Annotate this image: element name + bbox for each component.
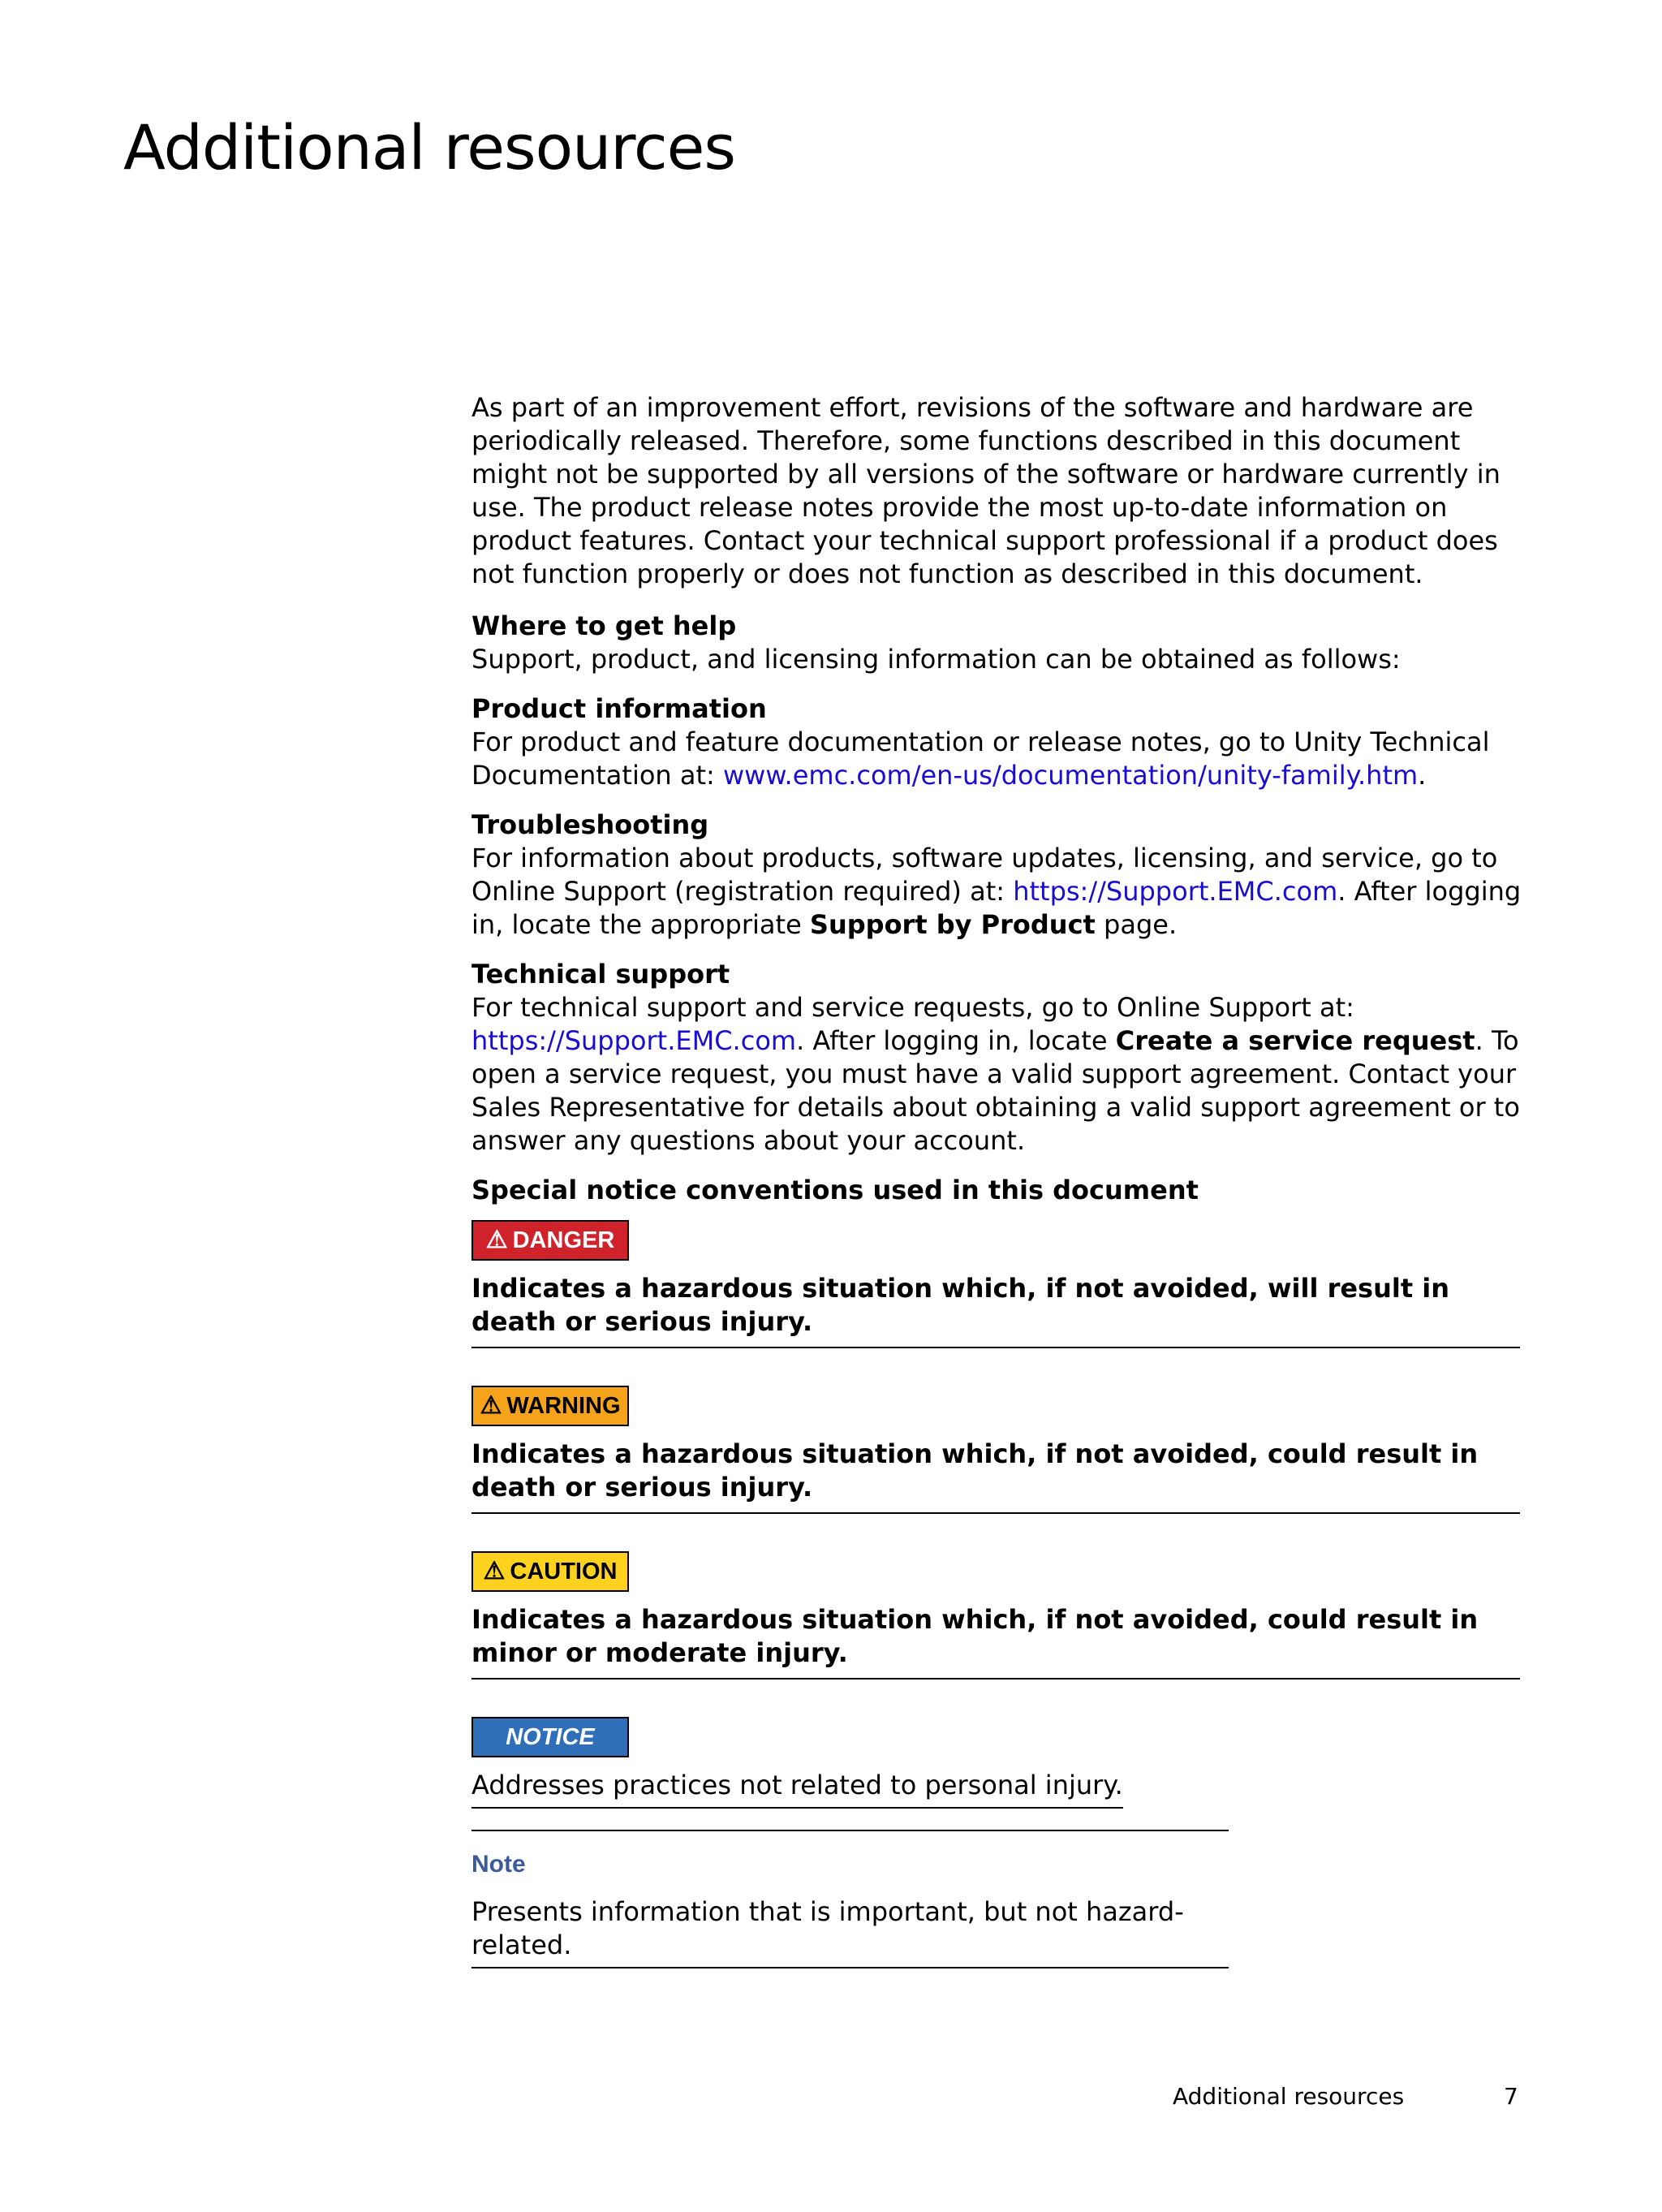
product-information-heading: Product information: [471, 693, 767, 724]
create-service-request-label: Create a service request: [1115, 1025, 1475, 1056]
note-text: Presents information that is important, but not hazard-related.: [471, 1895, 1229, 1968]
danger-text: Indicates a hazardous situation which, if not avoided, will result in death or serious injury.: [471, 1272, 1520, 1348]
troubleshooting-body: For information about products, software updates, licensing, and service, go to Online Support (registration required) at:: [471, 843, 1498, 907]
troubleshooting-text: [471, 842, 1522, 942]
caution-text: Indicates a hazardous situation which, if not avoided, could result in minor or moderate injury.: [471, 1603, 1520, 1679]
where-to-get-help-section: [471, 610, 1522, 676]
danger-label: DANGER: [512, 1227, 615, 1253]
product-information-section: [471, 692, 1522, 792]
page-title: Additional resources: [123, 111, 735, 183]
support-link-technical[interactable]: https://Support.EMC.com: [471, 1025, 797, 1056]
technical-support-mid: . After logging in, locate: [796, 1025, 1116, 1056]
note-label: Note: [471, 1851, 526, 1878]
technical-support-section: [471, 958, 1522, 1158]
caution-badge: [471, 1551, 629, 1592]
danger-badge: [471, 1220, 629, 1261]
product-information-text: [471, 726, 1522, 792]
where-to-get-help-heading: Where to get help: [471, 610, 737, 641]
warning-triangle-icon: ⚠: [485, 1227, 508, 1253]
troubleshooting-mid: . After logging in, locate the appropriate: [471, 876, 1522, 940]
main-content: [471, 391, 1522, 1968]
danger-notice: [471, 1220, 1522, 1348]
warning-label: WARNING: [506, 1392, 621, 1419]
notice-badge: [471, 1717, 629, 1757]
notice-label: NOTICE: [506, 1723, 595, 1750]
troubleshooting-heading: Troubleshooting: [471, 809, 709, 840]
documentation-link[interactable]: www.emc.com/en-us/documentation/unity-family.htm: [722, 760, 1419, 791]
notice-text: Addresses practices not related to personal injury.: [471, 1769, 1123, 1809]
technical-support-heading: Technical support: [471, 959, 730, 990]
product-information-end: .: [1418, 760, 1427, 791]
note-divider: [471, 1830, 1229, 1831]
note-block: [471, 1848, 1522, 1968]
footer-section-label: Additional resources: [1173, 2083, 1405, 2110]
technical-support-text: [471, 991, 1522, 1158]
caution-notice: [471, 1551, 1522, 1679]
warning-text: Indicates a hazardous situation which, if not avoided, could result in death or serious injury.: [471, 1438, 1520, 1514]
technical-support-end: . To open a service request, you must have a valid support agreement. Contact your Sales Representative for details about obtaining a valid support agreement or to answer any questions about your account.: [471, 1025, 1520, 1156]
technical-support-body: For technical support and service requests, go to Online Support at:: [471, 992, 1354, 1023]
warning-triangle-icon: ⚠: [483, 1558, 506, 1585]
intro-paragraph: As part of an improvement effort, revisions of the software and hardware are periodically released. Therefore, some functions described in this document might not be supported by all versions of the software or hardware currently in use. The product release notes provide the most up-to-date information on product features. Contact your technical support professional if a product does not function properly or does not function as described in this document.: [471, 392, 1501, 589]
support-link-troubleshooting[interactable]: https://Support.EMC.com: [1013, 876, 1338, 907]
warning-notice: [471, 1386, 1522, 1514]
troubleshooting-end: page.: [1095, 909, 1178, 940]
notice-notice: [471, 1717, 1522, 1809]
caution-label: CAUTION: [510, 1558, 618, 1585]
where-to-get-help-text: Support, product, and licensing information can be obtained as follows:: [471, 644, 1401, 675]
footer-page-number: 7: [1504, 2083, 1518, 2110]
warning-triangle-icon: ⚠: [480, 1392, 502, 1419]
special-notice-heading: Special notice conventions used in this document: [471, 1175, 1199, 1205]
product-information-body: For product and feature documentation or release notes, go to Unity Technical Documentation at:: [471, 727, 1490, 791]
troubleshooting-section: [471, 808, 1522, 942]
warning-badge: [471, 1386, 629, 1426]
support-by-product-label: Support by Product: [809, 909, 1096, 940]
